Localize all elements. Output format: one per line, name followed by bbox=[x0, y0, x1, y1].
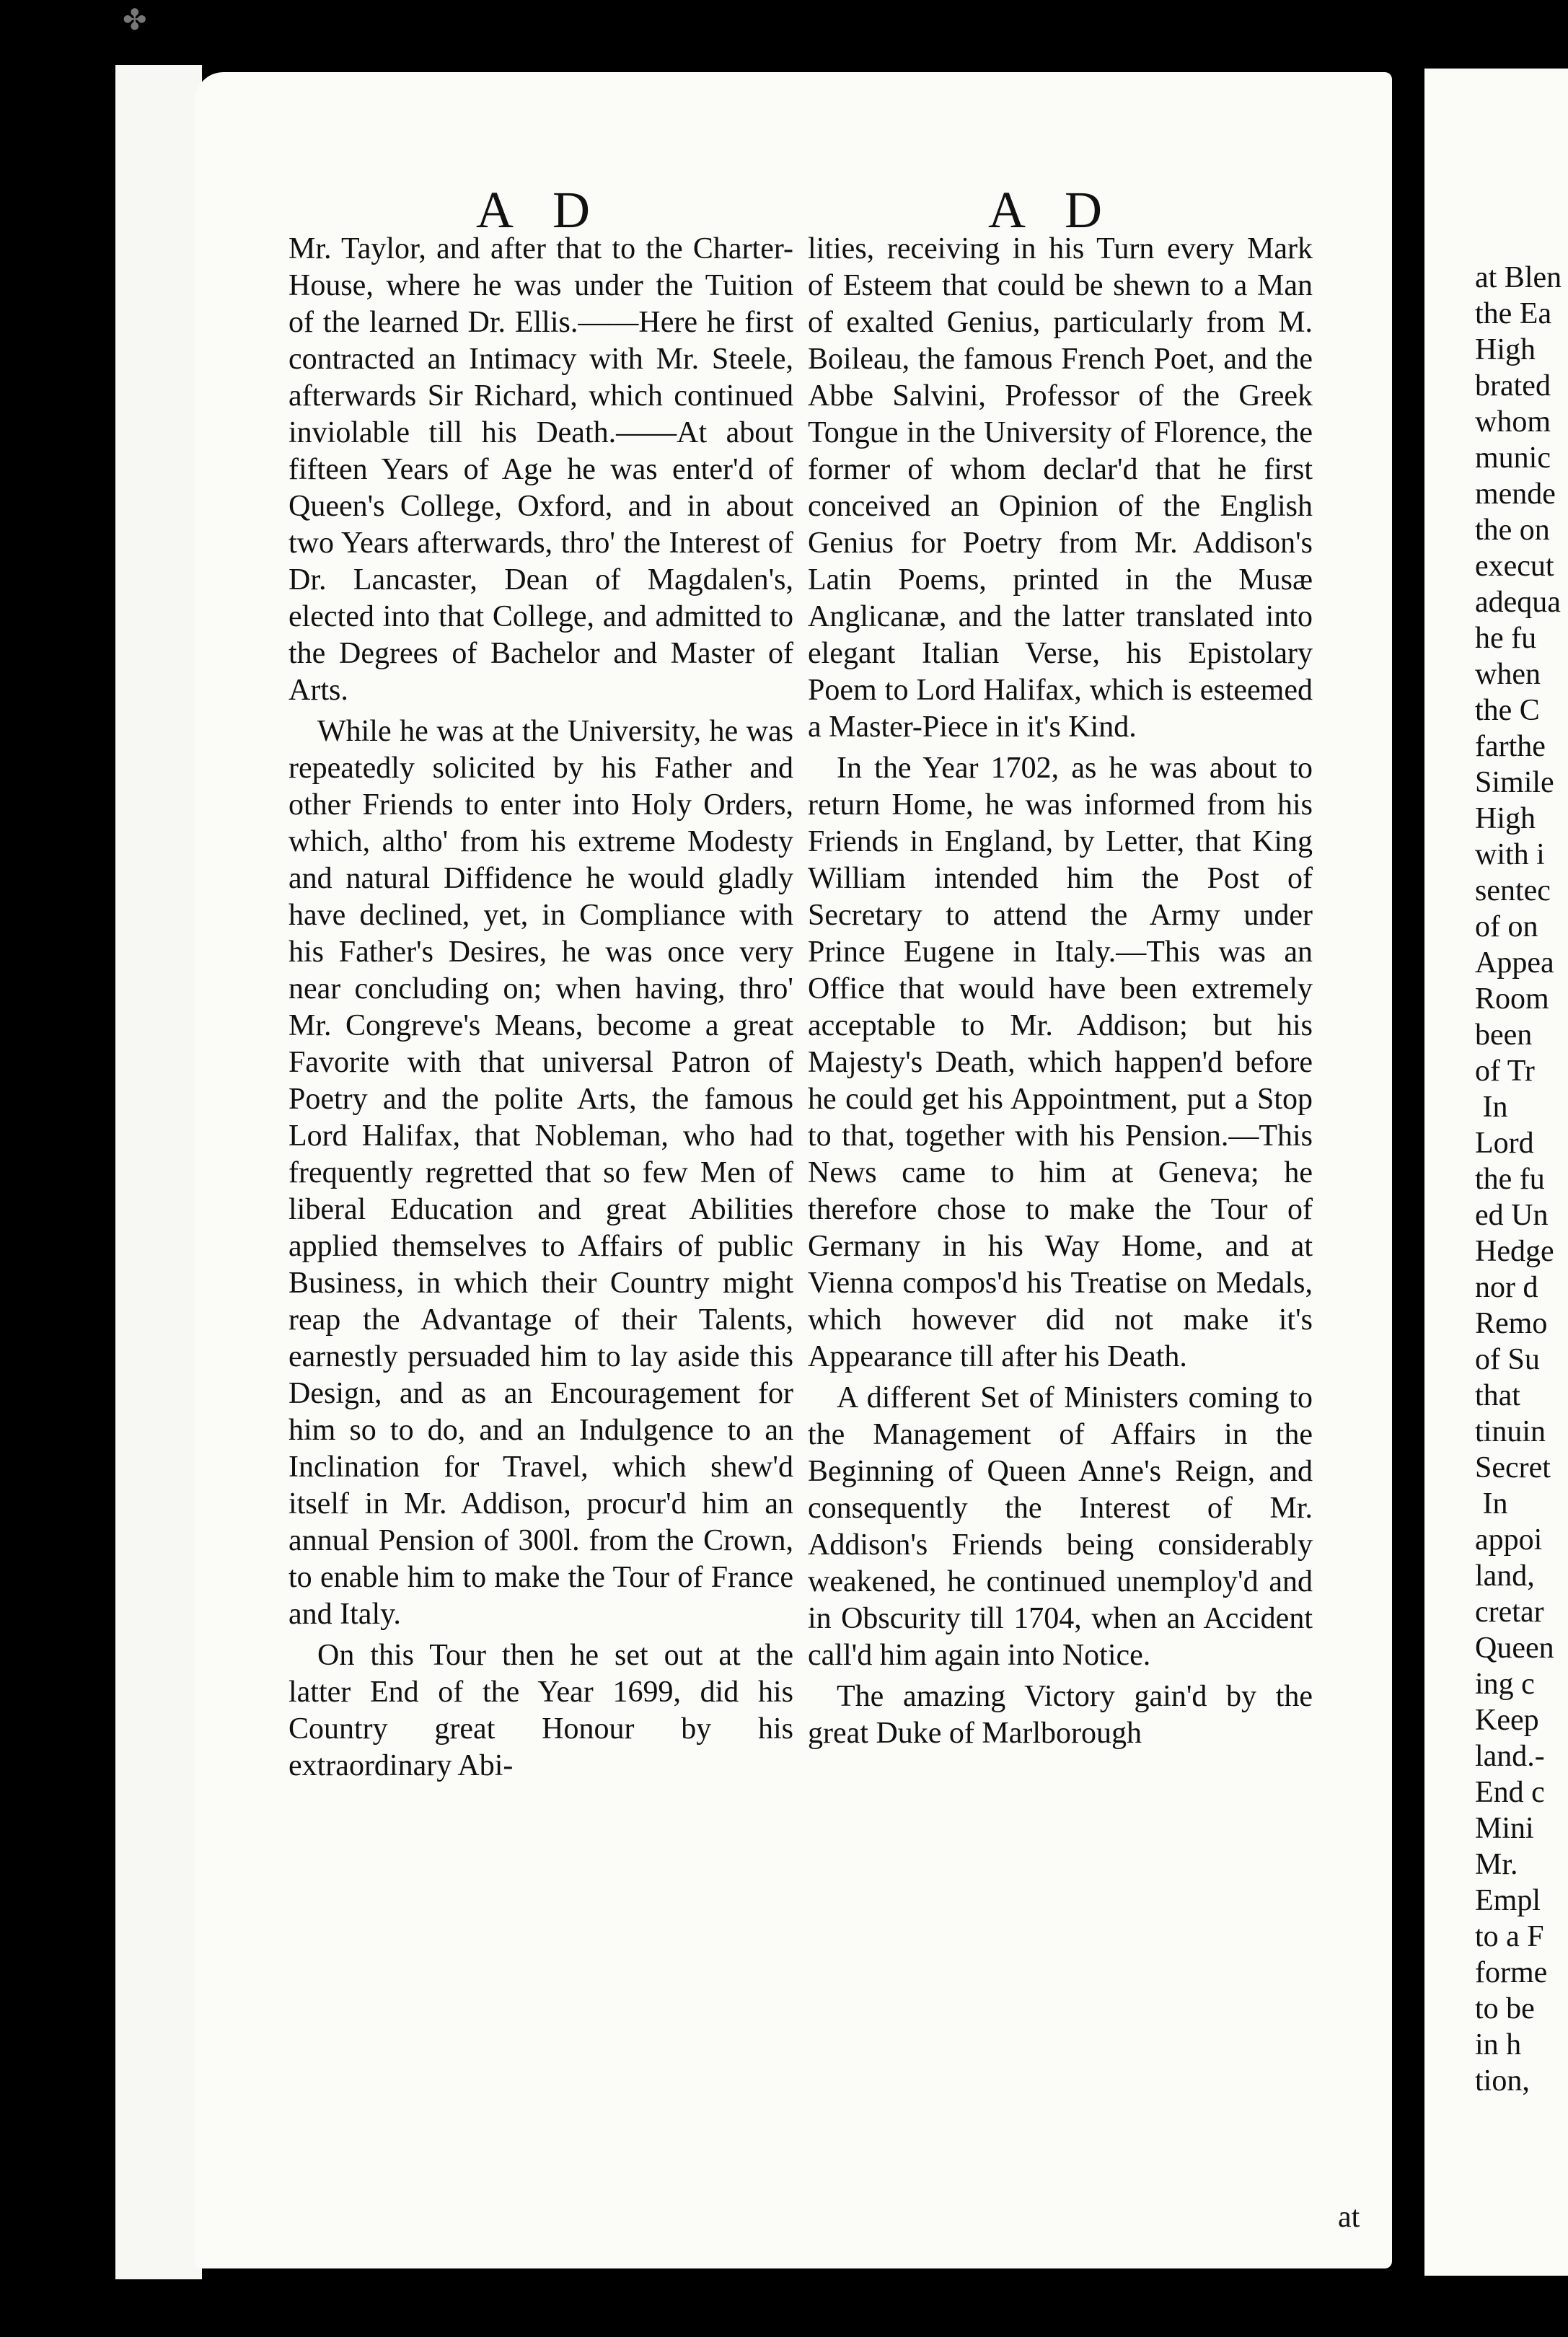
text-column-2 bbox=[808, 231, 1313, 1752]
text-column-1 bbox=[289, 231, 793, 1784]
paragraph: A different Set of Ministers coming to the Management of Affairs in the Beginning of Queen Anne's Reign, and consequently the Interest of Mr. Addison's Friends being considerably weakened, he continued unemploy'd and in Obscurity till 1704, when an Accident call'd him again into Notice. bbox=[808, 1381, 1313, 1672]
facing-page-text-fragment: at Blen the Ea High brated whom munic mende the on execut adequa he fu when the C farthe Simile High with i sentec of on Appea Room been of Tr In Lord the fu ed Un Hedge nor d Remo of Su that tinuin Secret In appoi land, cretar Queen ing c Keep land.- End c Mini Mr. Empl to a F forme to be in h tion, bbox=[1475, 261, 1562, 2098]
running-head-left: A D bbox=[476, 181, 605, 239]
paragraph: While he was at the University, he was repeatedly solicited by his Father and other Friends to enter into Holy Orders, which, altho' from his extreme Modesty and natural Diffidence he would gladly have declined, yet, in Compliance with his Father's Desires, he was once very near concluding on; when having, thro' Mr. Congreve's Means, become a great Favorite with that universal Patron of Poetry and the polite Arts, the famous Lord Halifax, that Nobleman, who had frequently regretted that so few Men of liberal Education and great Abilities applied themselves to Affairs of public Business, in which their Country might reap the Advantage of their Talents, earnestly persuaded him to lay aside this Design, and as an Encouragement for him so to do, and an Indulgence to an Inclination for Travel, which shew'd itself in Mr. Addison, procur'd him an annual Pension of 300l. from the Crown, to enable him to make the Tour of France and Italy. bbox=[289, 715, 793, 1631]
paragraph: lities, receiving in his Turn every Mark of Esteem that could be shewn to a Man of exalted Genius, particularly from M. Boileau, the famous French Poet, and the Abbe Salvini, Professor of the Greek Tongue in the University of Florence, the former of whom declar'd that he first conceived an Opinion of the English Genius for Poetry from Mr. Addison's Latin Poems, printed in the Musæ Anglicanæ, and the latter translated into elegant Italian Verse, his Epistolary Poem to Lord Halifax, which is esteemed a Master-Piece in it's Kind. bbox=[808, 232, 1313, 744]
paragraph: The amazing Victory gain'd by the great Duke of Marlborough bbox=[808, 1680, 1313, 1750]
paragraph: On this Tour then he set out at the latter End of the Year 1699, did his Country great Honour by his extraordinary Abi- bbox=[289, 1639, 793, 1782]
page-edge-left bbox=[115, 65, 202, 2279]
paragraph: In the Year 1702, as he was about to return Home, he was informed from his Friends in England, by Letter, that King William intended him the Post of Secretary to attend the Army under Prince Eugene in Italy.—This was an Office that would have been extremely acceptable to Mr. Addison; but his Majesty's Death, which happen'd before he could get his Appointment, put a Stop to that, together with his Pension.—This News came to him at Geneva; he therefore chose to make the Tour of Germany in his Way Home, and at Vienna compos'd his Treatise on Medals, which however did not make it's Appearance till after his Death. bbox=[808, 752, 1313, 1373]
paragraph: Mr. Taylor, and after that to the Charter-House, where he was under the Tuition of the learned Dr. Ellis.——Here he first contracted an Intimacy with Mr. Steele, afterwards Sir Richard, which continued inviolable till his Death.——At about fifteen Years of Age he was enter'd of Queen's College, Oxford, and in about two Years afterwards, thro' the Interest of Dr. Lancaster, Dean of Magdalen's, elected into that College, and admitted to the Degrees of Bachelor and Master of Arts. bbox=[289, 232, 793, 707]
running-head-right: A D bbox=[988, 181, 1117, 239]
corner-mark: ✤ bbox=[123, 4, 147, 37]
catchword: at bbox=[1338, 2201, 1360, 2234]
